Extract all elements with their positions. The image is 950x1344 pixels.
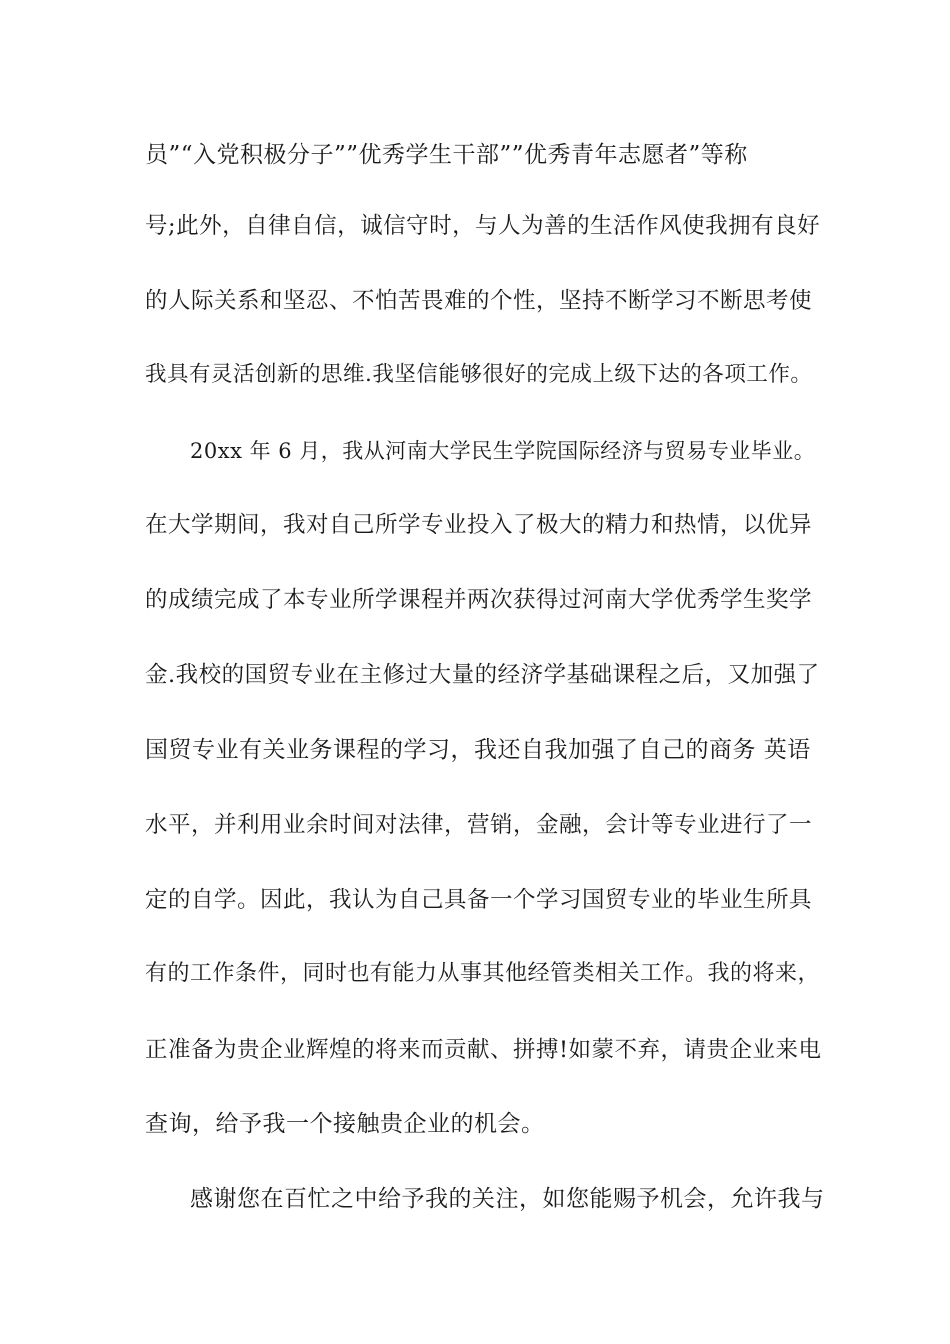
paragraph-line: 号;此外，自律自信，诚信守时，与人为善的生活作风使我拥有良好 xyxy=(145,213,821,239)
paragraph-line: 定的自学。因此，我认为自己具备一个学习国贸专业的毕业生所具 xyxy=(145,887,813,913)
paragraph-line: 查询，给予我一个接触贵企业的机会。 xyxy=(145,1111,545,1137)
paragraph-line: 有的工作条件，同时也有能力从事其他经管类相关工作。我的将来， xyxy=(145,961,821,986)
paragraph-line: 员”“入党积极分子””优秀学生干部””优秀青年志愿者”等称 xyxy=(145,142,748,168)
paragraph-first-line: 20xx 年 6 月，我从河南大学民生学院国际经济与贸易专业毕业。 xyxy=(190,439,816,463)
paragraph-line: 的成绩完成了本专业所学课程并两次获得过河南大学优秀学生奖学 xyxy=(145,587,813,613)
paragraph-line: 在大学期间，我对自己所学专业投入了极大的精力和热情，以优异 xyxy=(145,512,813,538)
paragraph-first-line: 感谢您在百忙之中给予我的关注，如您能赐予机会，允许我与 xyxy=(190,1186,825,1212)
paragraph-line: 正准备为贵企业辉煌的将来而贡献、拼搏!如蒙不弃，请贵企业来电 xyxy=(145,1037,822,1063)
paragraph-line: 国贸专业有关业务课程的学习，我还自我加强了自己的商务 英语 xyxy=(145,737,811,763)
paragraph-line: 金.我校的国贸专业在主修过大量的经济学基础课程之后，又加强了 xyxy=(145,662,820,688)
paragraph-line: 的人际关系和坚忍、不怕苦畏难的个性，坚持不断学习不断思考使 xyxy=(145,288,813,314)
paragraph-line: 我具有灵活创新的思维.我坚信能够很好的完成上级下达的各项工作。 xyxy=(145,362,813,387)
paragraph-line: 水平，并利用业余时间对法律，营销，金融，会计等专业进行了一 xyxy=(145,812,813,838)
